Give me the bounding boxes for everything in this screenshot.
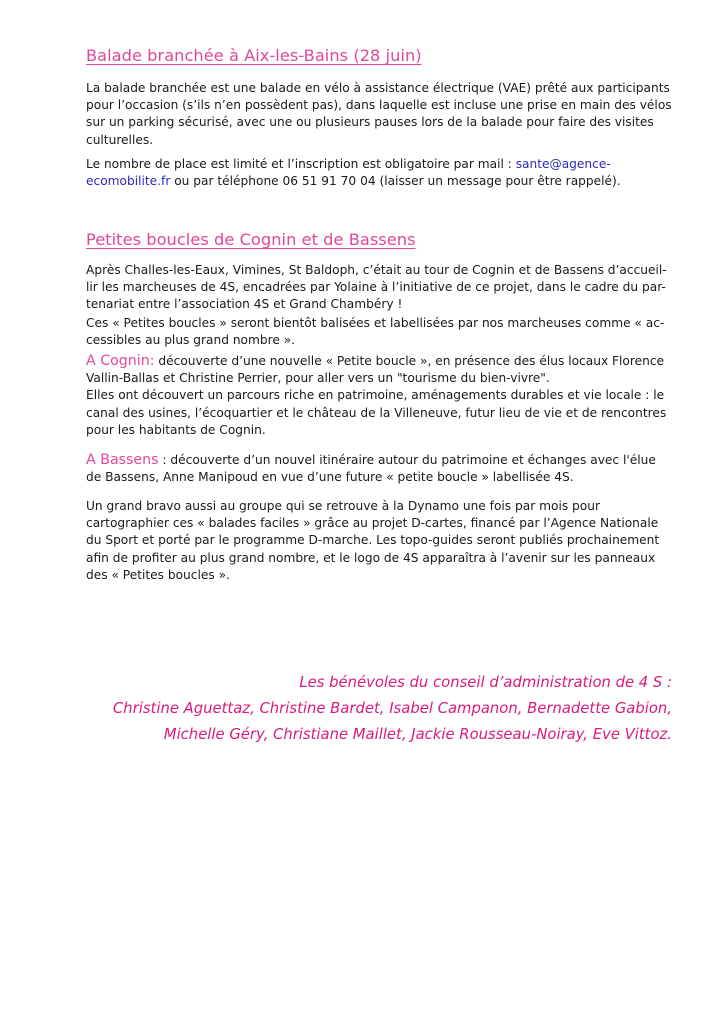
text-line: La balade branchée est une balade en vélo à assistance électrique (VAE) prêté aux participants <box>86 81 670 95</box>
section-heading-balade-branchee: Balade branchée à Aix-les-Bains (28 juin) <box>86 46 422 65</box>
text-line <box>86 156 672 173</box>
cognin-paragraph <box>86 353 672 439</box>
signature-names-line: Michelle Géry, Christiane Maillet, Jackie Rousseau-Noiray, Eve Vittoz. <box>163 726 672 743</box>
text-line: Ces « Petites boucles » seront bientôt balisées et labellisées par nos marcheuses comme « ac- <box>86 316 665 330</box>
signature-names-line: Christine Aguettaz, Christine Bardet, Isabel Campanon, Bernadette Gabion, <box>112 700 672 717</box>
bassens-text: : découverte d’un nouvel itinéraire autour du patrimoine et échanges avec l'élue <box>158 453 656 467</box>
text-line <box>86 452 672 469</box>
cognin-text: découverte d’une nouvelle « Petite boucle », en présence des élus locaux Florence <box>154 354 665 368</box>
bassens-paragraph <box>86 452 672 486</box>
text-line: cessibles au plus grand nombre ». <box>86 333 296 348</box>
email-link[interactable]: sante@agence- <box>515 157 611 171</box>
signature-title: Les bénévoles du conseil d’administration de 4 S : <box>299 674 672 691</box>
text-line: pour l’occasion (s’ils n’en possèdent pas), dans laquelle est incluse une prise en main des vélos <box>86 98 672 113</box>
text-line: de Bassens, Anne Manipoud en vue d’une future « petite boucle » labellisée 4S. <box>86 470 574 485</box>
text-line: afin de profiter au plus grand nombre, et le logo de 4S apparaîtra à l’avenir sur les panneaux <box>86 550 656 565</box>
text-line: canal des usines, l’écoquartier et le château de la Villeneuve, futur lieu de vie et de rencontres <box>86 405 667 420</box>
balisage-paragraph <box>86 315 672 349</box>
text-line: tenariat entre l’association 4S et Grand Chambéry ! <box>86 297 403 312</box>
signature-block <box>86 670 672 748</box>
text-line: lir les marcheuses de 4S, encadrées par Yolaine à l’initiative de ce projet, dans le cadre du par- <box>86 280 666 295</box>
text-line: cartographier ces « balades faciles » grâce au projet D-cartes, financé par l’Agence Nationale <box>86 516 659 531</box>
balade-description-paragraph <box>86 80 672 149</box>
text-line: Après Challes-les-Eaux, Vimines, St Baldoph, c’était au tour de Cognin et de Bassens d’accueil- <box>86 263 667 277</box>
text-line: Elles ont découvert un parcours riche en patrimoine, aménagements durables et vie locale : le <box>86 388 665 403</box>
text-line: sur un parking sécurisé, avec une ou plusieurs pauses lors de la balade pour faire des visites <box>86 115 654 130</box>
text-line <box>86 173 672 190</box>
registration-text: Le nombre de place est limité et l’inscription est obligatoire par mail : <box>86 157 516 171</box>
section-heading-petites-boucles: Petites boucles de Cognin et de Bassens <box>86 230 416 249</box>
registration-paragraph <box>86 156 672 190</box>
text-line <box>86 353 672 370</box>
text-line: du Sport et porté par le programme D-marche. Les topo-guides seront publiés prochainement <box>86 533 660 548</box>
bassens-lead: A Bassens <box>86 452 159 468</box>
text-line: pour les habitants de Cognin. <box>86 422 266 437</box>
text-line: Un grand bravo aussi au groupe qui se retrouve à la Dynamo une fois par mois pour <box>86 499 600 513</box>
dynamo-paragraph <box>86 498 672 584</box>
petites-boucles-intro-paragraph <box>86 262 672 314</box>
text-line: culturelles. <box>86 132 154 147</box>
text-line: Vallin-Ballas et Christine Perrier, pour aller vers un "tourisme du bien-vivre". <box>86 371 550 386</box>
phone-text: ou par téléphone 06 51 91 70 04 (laisser un message pour être rappelé). <box>170 174 621 189</box>
email-link-continued[interactable]: ecomobilite.fr <box>86 174 171 189</box>
cognin-lead: A Cognin: <box>86 353 155 369</box>
text-line: des « Petites boucles ». <box>86 567 230 582</box>
